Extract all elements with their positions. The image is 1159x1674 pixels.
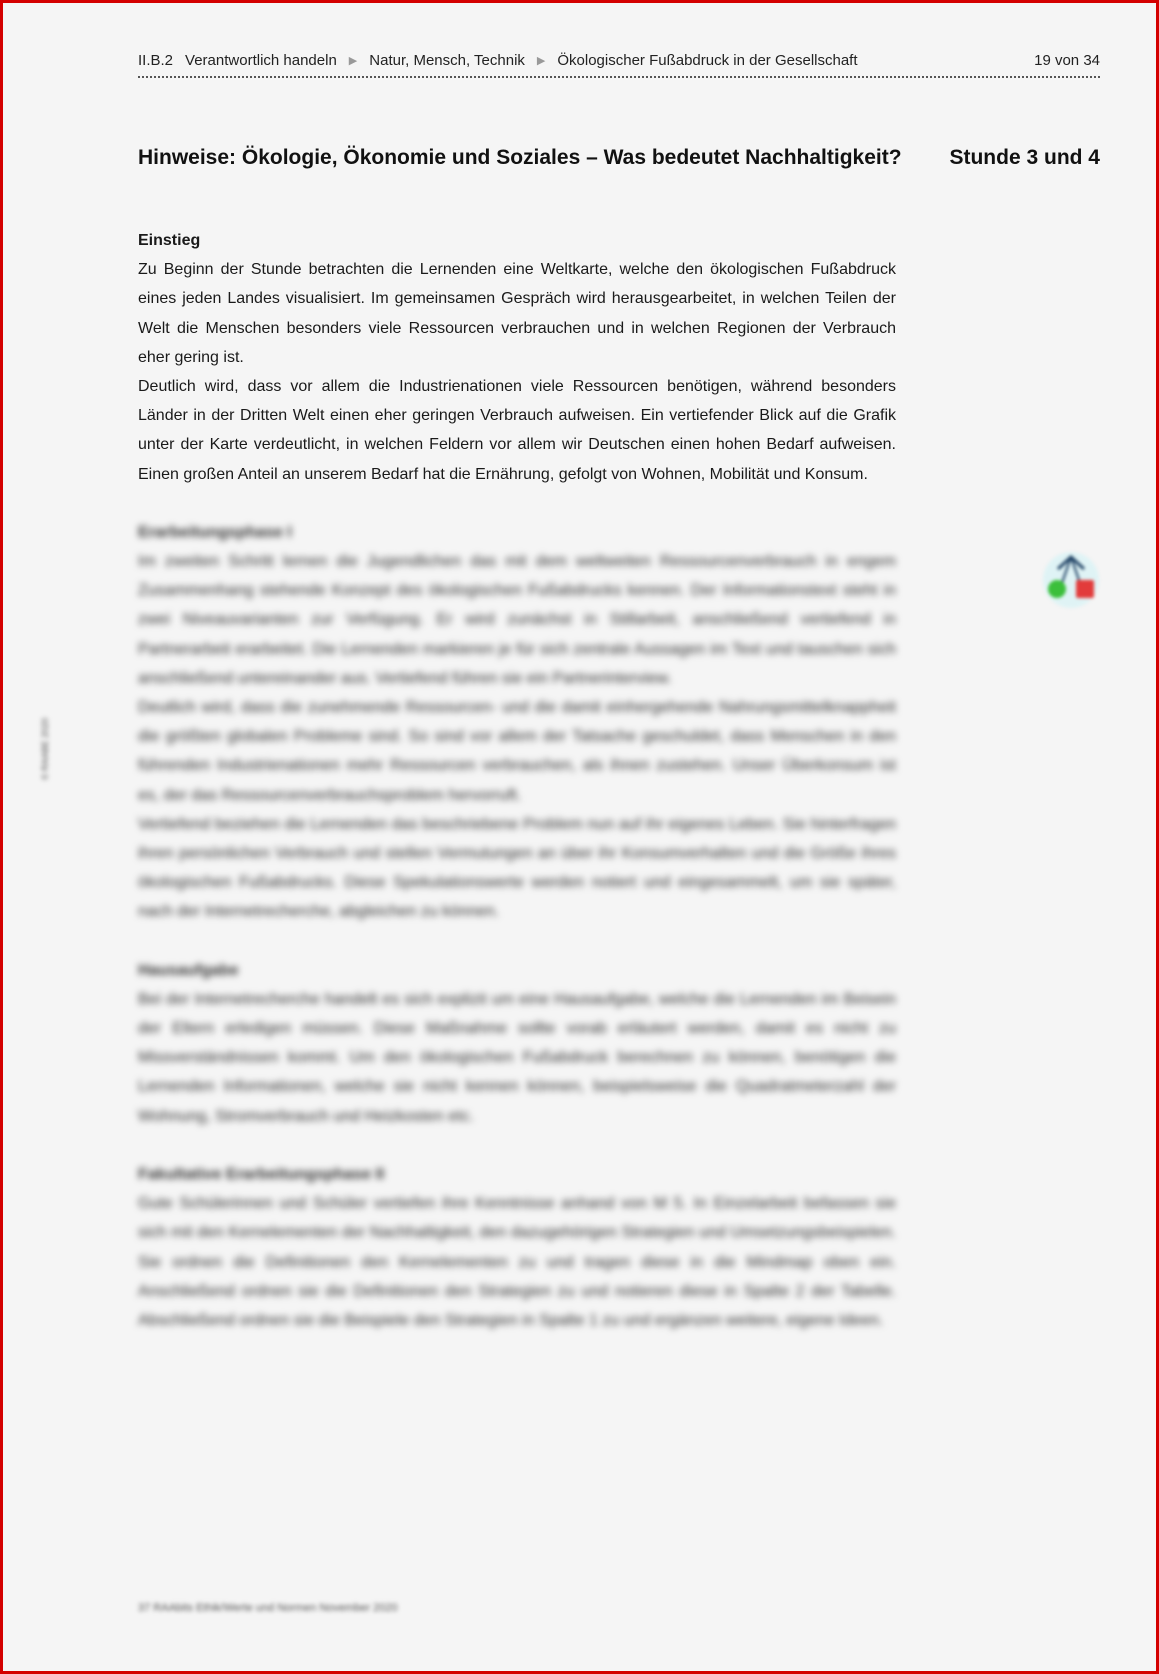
page-title bbox=[138, 146, 1100, 170]
page-footer: 37 RAAbits Ethik/Werte und Normen November 2020 bbox=[138, 1602, 398, 1614]
paragraph: Deutlich wird, dass die zunehmende Ressourcen- und die damit einhergehende Nahrungsmittelknappheit die größten globalen Probleme sind. So sind vor allem der Tatsache geschuldet, dass Menschen in den führenden Industrienationen mehr Ressourcen verbrauchen, als ihnen zustehen. Unser Überkonsum ist es, der das Ressourcenverbrauchsproblem hervorruft. bbox=[138, 699, 896, 804]
title-main: Hinweise: Ökologie, Ökonomie und Soziales – Was bedeutet Nachhaltigkeit? bbox=[138, 146, 902, 169]
section-heading: Erarbeitungsphase I bbox=[138, 523, 292, 541]
section-heading: Hausaufgabe bbox=[138, 961, 239, 979]
section-hausaufgabe bbox=[138, 956, 896, 1131]
triangle-right-icon: ▶ bbox=[348, 55, 358, 67]
paragraph: Deutlich wird, dass vor allem die Industrienationen viele Ressourcen benötigen, während besonders Länder in der Dritten Welt einen eher geringen Verbrauch aufweisen. Ein vertiefender Blick auf die Grafik unter der Karte verdeutlicht, in welchen Feldern vor allem wir Deutschen einen hohen Bedarf aufweisen. Einen großen Anteil an unserem Bedarf hat die Ernährung, gefolgt von Wohnen, Mobilität und Konsum. bbox=[138, 378, 896, 483]
breadcrumb bbox=[138, 52, 858, 69]
section-erarbeitung-2 bbox=[138, 1160, 896, 1335]
paragraph: Gute Schülerinnen und Schüler vertiefen ihre Kenntnisse anhand von M 5. In Einzelarbeit befassen sie sich mit den Kernelementen der Nachhaltigkeit, den dazugehörigen Strategien und Umsetzungsbeispielen. Sie ordnen die Definitionen den Kernelementen zu und tragen diese in die Mindmap oben ein. Anschließend ordnen sie die Definitionen den Strategien zu und notieren diese in Spalte 2 der Tabelle. Abschließend ordnen sie die Beispiele den Strategien in Spalte 1 zu und ergänzen weitere, eigene Ideen. bbox=[138, 1195, 896, 1329]
main-content bbox=[138, 226, 896, 1335]
section-einstieg bbox=[138, 226, 896, 489]
paragraph: Bei der Internetrecherche handelt es sich explizit um eine Hausaufgabe, welche die Lernenden im Beisein der Eltern erledigen müssen. Diese Maßnahme sollte vorab erläutert werden, damit es nicht zu Missverständnissen kommt. Um den ökologischen Fußabdruck berechnen zu können, benötigen die Lernenden Informationen, welche sie nicht kennen können, beispielsweise die Quadratmeterzahl der Wohnung, Stromverbrauch und Heizkosten etc. bbox=[138, 990, 896, 1125]
paragraph: Zu Beginn der Stunde betrachten die Lernenden eine Weltkarte, welche den ökologischen Fußabdruck eines jeden Landes visualisiert. Im gemeinsamen Gespräch wird herausgearbeitet, in welchen Teilen der Welt die Menschen besonders viele Ressourcen verbrauchen und in welchen Regionen der Verbrauch eher gering ist. bbox=[138, 261, 896, 366]
copyright-note: © RAABE 2020 bbox=[40, 717, 50, 780]
section-code: II.B.2 bbox=[138, 52, 174, 69]
breadcrumb-item: Verantwortlich handeln bbox=[185, 52, 337, 69]
breadcrumb-item: Natur, Mensch, Technik bbox=[369, 52, 525, 69]
page-number: 19 von 34 bbox=[1034, 52, 1100, 69]
paragraph: Vertiefend beziehen die Lernenden das beschriebene Problem nun auf ihr eigenes Leben. Sie hinterfragen ihren persönlichen Verbrauch und stellen Vermutungen an über ihr Konsumverhalten und die Größe ihres ökologischen Fußabdrucks. Diese Spekulationswerte werden notiert und eingesammelt, um sie später, nach der Internetrecherche, abgleichen zu können. bbox=[138, 815, 896, 921]
running-header bbox=[138, 52, 1100, 78]
section-heading: Fakultative Erarbeitungsphase II bbox=[138, 1165, 385, 1183]
paragraph: Im zweiten Schritt lernen die Jugendlichen das mit dem weltweiten Ressourcenverbrauch in engem Zusammenhang stehende Konzept des ökologischen Fußabdrucks kennen. Der Informationstext steht in zwei Niveauvarianten zur Verfügung. Er wird zunächst in Stillarbeit, anschließend vertiefend in Partnerarbeit erarbeitet. Die Lernenden markieren je für sich zentrale Aussagen im Text und tauschen sich anschließend untereinander aus. Vertiefend führen sie ein Partnerinterview. bbox=[138, 553, 896, 687]
section-erarbeitung-1 bbox=[138, 518, 896, 927]
section-heading: Einstieg bbox=[138, 232, 201, 249]
breadcrumb-item: Ökologischer Fußabdruck in der Gesellschaft bbox=[557, 52, 858, 69]
title-lesson: Stunde 3 und 4 bbox=[949, 146, 1100, 169]
triangle-right-icon: ▶ bbox=[536, 55, 546, 67]
method-icon bbox=[1040, 549, 1102, 611]
